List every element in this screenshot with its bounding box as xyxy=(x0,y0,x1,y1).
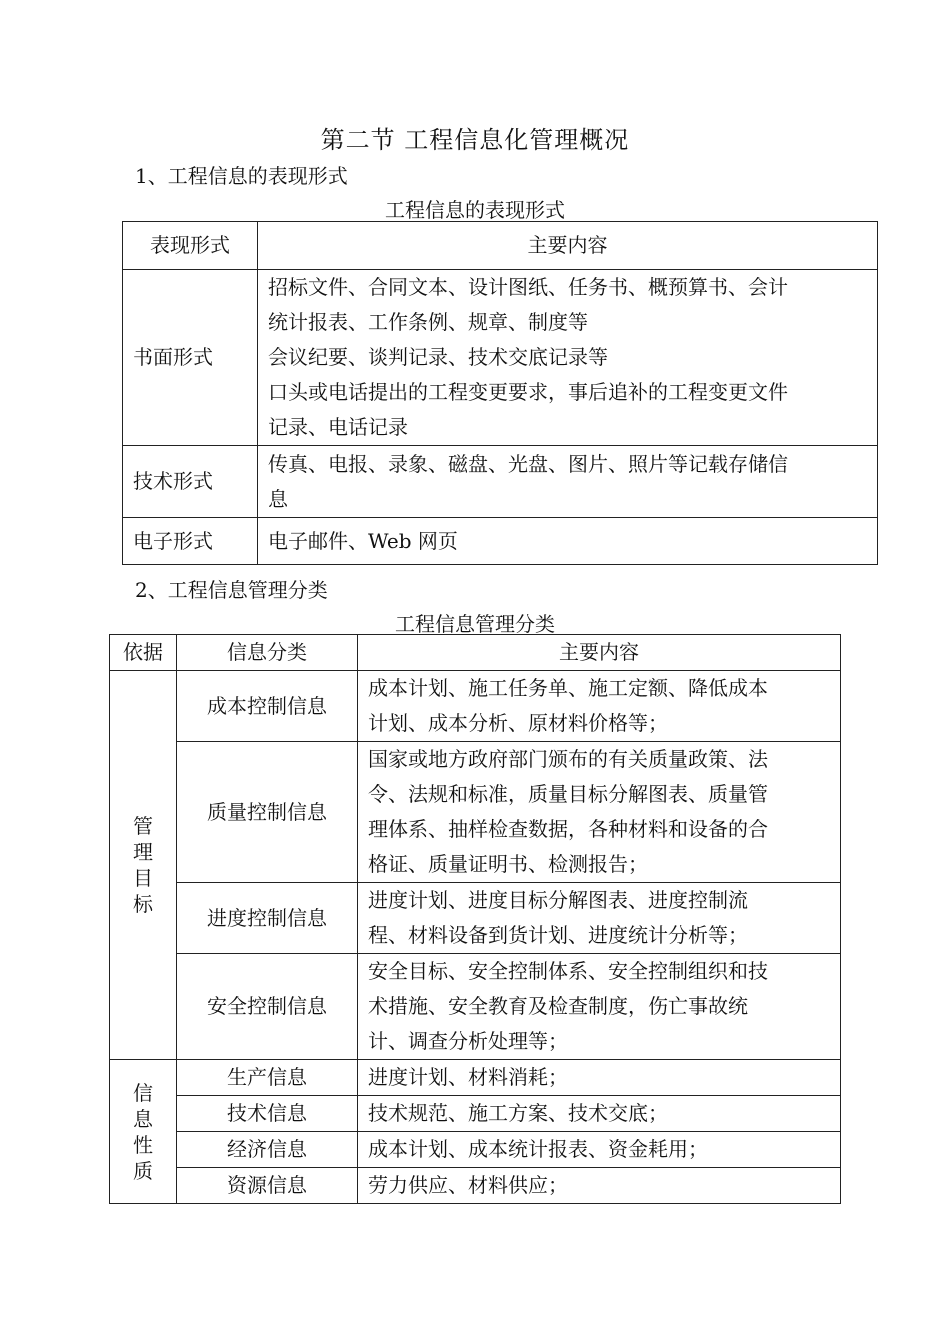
category-cell: 安全控制信息 xyxy=(177,954,358,1060)
basis-cell-nature: 信 息 性 质 xyxy=(110,1060,177,1204)
content-cell: 安全目标、安全控制体系、安全控制组织和技 术措施、安全教育及检查制度，伤亡事故统 计、调查分析处理等； xyxy=(358,954,841,1060)
section1-heading: 1、工程信息的表现形式 xyxy=(135,164,348,188)
content-cell: 成本计划、施工任务单、施工定额、降低成本 计划、成本分析、原材料价格等； xyxy=(358,671,841,742)
content-cell xyxy=(258,518,878,565)
content-cell xyxy=(258,270,878,446)
content-cell: 技术规范、施工方案、技术交底； xyxy=(358,1096,841,1132)
category-cell: 资源信息 xyxy=(177,1168,358,1204)
form-cell: 电子形式 xyxy=(123,518,258,565)
header-content: 主要内容 xyxy=(358,635,841,671)
content-line: 传真、电报、录象、磁盘、光盘、图片、照片等记载存储信 xyxy=(268,451,788,476)
table-row xyxy=(110,1132,841,1168)
table-header-row xyxy=(110,635,841,671)
content-line: 电子邮件、Web 网页 xyxy=(268,528,458,553)
content-cell: 进度计划、进度目标分解图表、进度控制流 程、材料设备到货计划、进度统计分析等； xyxy=(358,883,841,954)
content-cell xyxy=(258,446,878,518)
header-basis: 依据 xyxy=(110,635,177,671)
table-header-row xyxy=(123,222,878,270)
content-line: 招标文件、合同文本、设计图纸、任务书、概预算书、会计 xyxy=(268,275,788,299)
header-form: 表现形式 xyxy=(123,222,258,270)
table2-caption: 工程信息管理分类 xyxy=(395,612,555,636)
form-cell: 书面形式 xyxy=(123,270,258,446)
basis-cell-management: 管 理 目 标 xyxy=(110,671,177,1060)
table-row xyxy=(110,1168,841,1204)
content-line: 息 xyxy=(268,486,288,511)
content-line: 口头或电话提出的工程变更要求，事后追补的工程变更文件 xyxy=(268,380,788,404)
table-row xyxy=(110,883,841,954)
info-forms-table xyxy=(122,221,878,565)
table-row xyxy=(123,270,878,446)
table-row xyxy=(110,671,841,742)
content-cell: 进度计划、材料消耗； xyxy=(358,1060,841,1096)
content-line: 记录、电话记录 xyxy=(268,415,408,439)
category-cell: 生产信息 xyxy=(177,1060,358,1096)
page-title: 第二节 工程信息化管理概况 xyxy=(320,126,630,154)
category-cell: 经济信息 xyxy=(177,1132,358,1168)
content-cell: 劳力供应、材料供应； xyxy=(358,1168,841,1204)
table-row xyxy=(123,518,878,565)
table-row xyxy=(110,1060,841,1096)
table-row xyxy=(110,742,841,883)
table-row xyxy=(123,446,878,518)
form-cell: 技术形式 xyxy=(123,446,258,518)
header-category: 信息分类 xyxy=(177,635,358,671)
category-cell: 质量控制信息 xyxy=(177,742,358,883)
section2-heading: 2、工程信息管理分类 xyxy=(135,578,328,602)
content-cell: 国家或地方政府部门颁布的有关质量政策、法 令、法规和标准，质量目标分解图表、质量管 理体系、抽样检查数据，各种材料和设备的合 格证、质量证明书、检测报告； xyxy=(358,742,841,883)
category-cell: 成本控制信息 xyxy=(177,671,358,742)
table1-caption: 工程信息的表现形式 xyxy=(385,198,565,222)
content-line: 会议纪要、谈判记录、技术交底记录等 xyxy=(268,345,608,369)
content-line: 统计报表、工作条例、规章、制度等 xyxy=(268,310,588,334)
header-content: 主要内容 xyxy=(258,222,878,270)
category-cell: 进度控制信息 xyxy=(177,883,358,954)
content-cell: 成本计划、成本统计报表、资金耗用； xyxy=(358,1132,841,1168)
category-cell: 技术信息 xyxy=(177,1096,358,1132)
table-row xyxy=(110,1096,841,1132)
table-row xyxy=(110,954,841,1060)
info-classification-table xyxy=(109,634,841,1204)
